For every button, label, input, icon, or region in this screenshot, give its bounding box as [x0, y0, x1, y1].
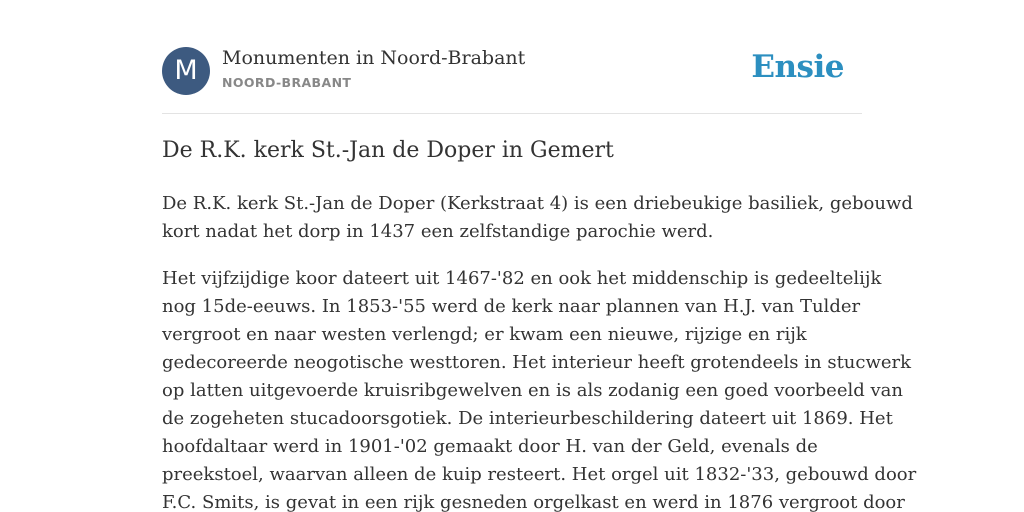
brand-logo[interactable]: Ensie — [751, 49, 844, 85]
paragraph-1 — [162, 190, 913, 246]
article-title: De R.K. kerk St.-Jan de Doper in Gemert — [162, 138, 614, 163]
source-title[interactable]: Monumenten in Noord-Brabant — [222, 47, 526, 69]
text-line: nog 15de-eeuws. In 1853-'55 werd de kerk naar plannen van H.J. van Tulder — [162, 296, 861, 317]
header — [162, 47, 862, 97]
text-line: De R.K. kerk St.-Jan de Doper (Kerkstraat 4) is een driebeukige basiliek, gebouwd — [162, 193, 913, 214]
avatar[interactable]: M — [162, 47, 210, 95]
text-line: vergroot en naar westen verlengd; er kwam een nieuwe, rijzige en rijk — [162, 324, 807, 345]
text-line: F.C. Smits, is gevat in een rijk gesneden orgelkast en werd in 1876 vergroot door — [162, 492, 905, 512]
paragraph-2 — [162, 265, 917, 512]
divider — [162, 113, 862, 114]
text-line: Het vijfzijdige koor dateert uit 1467-'82 en ook het middenschip is gedeeltelijk — [162, 268, 882, 289]
text-line: preekstoel, waarvan alleen de kuip resteert. Het orgel uit 1832-'33, gebouwd door — [162, 464, 917, 485]
source-subtitle[interactable]: NOORD-BRABANT — [222, 75, 352, 90]
text-line: kort nadat het dorp in 1437 een zelfstandige parochie werd. — [162, 221, 714, 242]
text-line: op latten uitgevoerde kruisribgewelven en is als zodanig een goed voorbeeld van — [162, 380, 903, 401]
article-body — [162, 190, 917, 512]
text-line: hoofdaltaar werd in 1901-'02 gemaakt door H. van der Geld, evenals de — [162, 436, 818, 457]
text-line: gedecoreerde neogotische westtoren. Het interieur heeft grotendeels in stucwerk — [162, 352, 912, 373]
text-line: de zogeheten stucadoorsgotiek. De interieurbeschildering dateert uit 1869. Het — [162, 408, 893, 429]
